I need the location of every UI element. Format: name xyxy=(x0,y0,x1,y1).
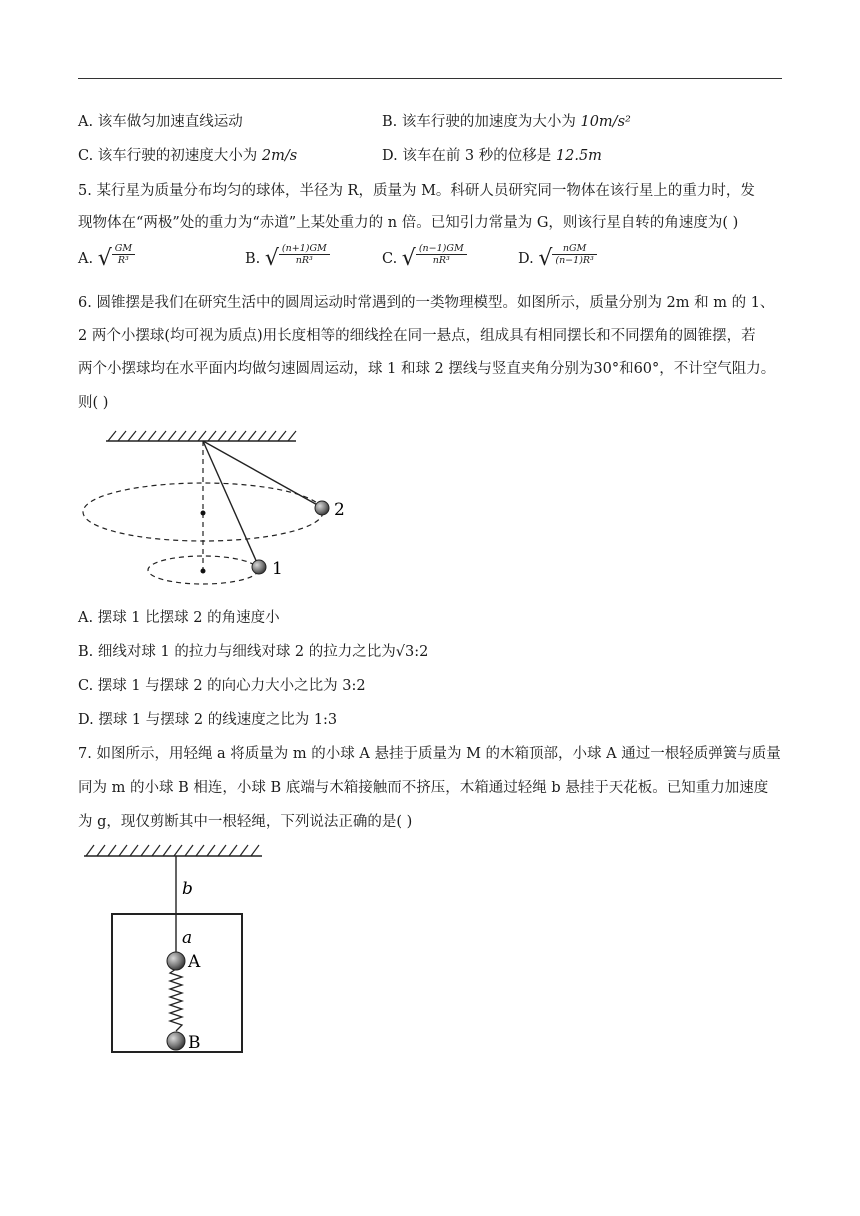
box-spring-figure xyxy=(78,838,278,1058)
ceiling-hatching xyxy=(86,845,259,856)
q6-text-line2: 2 两个小摆球(均可视为质点)用长度相等的细线拴在同一悬点，组成具有相同摆长和不同摆角的圆锥摆，若 xyxy=(78,328,756,344)
q6-option-c: C. 摆球 1 与摆球 2 的向心力大小之比为 3:2 xyxy=(78,678,366,694)
ball-2 xyxy=(315,501,329,515)
q6-text-line4: 则( ) xyxy=(78,395,109,411)
ball-1 xyxy=(252,560,266,574)
q7-text-line3: 为 g，现仅剪断其中一根轻绳，下列说法正确的是( ) xyxy=(78,814,413,830)
q4-option-d: D. 该车在前 3 秒的位移是 12.5m xyxy=(382,148,602,164)
q4-option-a: A. 该车做匀加速直线运动 xyxy=(78,114,243,130)
q7-text-line2: 同为 m 的小球 B 相连，小球 B 底端与木箱接触而不挤压，木箱通过轻绳 b 悬挂于天花板。已知重力加速度 xyxy=(78,780,769,796)
q4-option-b: B. 该车行驶的加速度为大小为 10m/s² xyxy=(382,114,631,130)
orbit-center-2 xyxy=(201,511,206,516)
rope-a-label: a xyxy=(182,928,193,948)
q6-text-line3: 两个小摆球均在水平面内均做匀速圆周运动，球 1 和球 2 摆线与竖直夹角分别为30°和60°，不计空气阻力。 xyxy=(78,361,776,377)
spring xyxy=(170,969,182,1031)
q4-option-c: C. 该车行驶的初速度大小为 2m/s xyxy=(78,148,298,164)
q5-text-line1: 5. 某行星为质量分布均匀的球体，半径为 R，质量为 M。科研人员研究同一物体在该行星上的重力时，发 xyxy=(78,183,755,199)
q5-option-a: A. √ GM R³ xyxy=(78,248,135,270)
ball-b xyxy=(167,1032,185,1050)
conical-pendulum-figure xyxy=(78,425,378,595)
header-rule xyxy=(78,78,782,79)
ball-b-label: B xyxy=(188,1033,201,1053)
ball-a-label: A xyxy=(188,952,201,972)
q5-option-d: D. √ nGM (n−1)R³ xyxy=(518,248,597,270)
q6-option-d: D. 摆球 1 与摆球 2 的线速度之比为 1:3 xyxy=(78,712,338,728)
ball-1-label: 1 xyxy=(272,559,283,579)
q5-text-line2: 现物体在“两极”处的重力为“赤道”上某处重力的 n 倍。已知引力常量为 G，则该行星自转的角速度为( ) xyxy=(78,215,739,231)
ball-2-label: 2 xyxy=(334,500,345,520)
q7-text-line1: 7. 如图所示，用轻绳 a 将质量为 m 的小球 A 悬挂于质量为 M 的木箱顶部，小球 A 通过一根轻质弹簧与质量 xyxy=(78,746,781,762)
q5-option-b: B. √ (n+1)GM nR³ xyxy=(245,248,330,270)
q6-option-a: A. 摆球 1 比摆球 2 的角速度小 xyxy=(78,610,280,626)
ceiling-hatching xyxy=(108,431,296,441)
string-ball-1 xyxy=(203,441,258,565)
rope-b-label: b xyxy=(182,879,193,899)
q6-text-line1: 6. 圆锥摆是我们在研究生活中的圆周运动时常遇到的一类物理模型。如图所示，质量分别为 2m 和 m 的 1、 xyxy=(78,295,775,311)
q6-option-b: B. 细线对球 1 的拉力与细线对球 2 的拉力之比为√3:2 xyxy=(78,644,429,660)
orbit-center-1 xyxy=(201,569,206,574)
ball-a xyxy=(167,952,185,970)
string-ball-2 xyxy=(203,441,321,507)
q5-option-c: C. √ (n−1)GM nR³ xyxy=(382,248,467,270)
